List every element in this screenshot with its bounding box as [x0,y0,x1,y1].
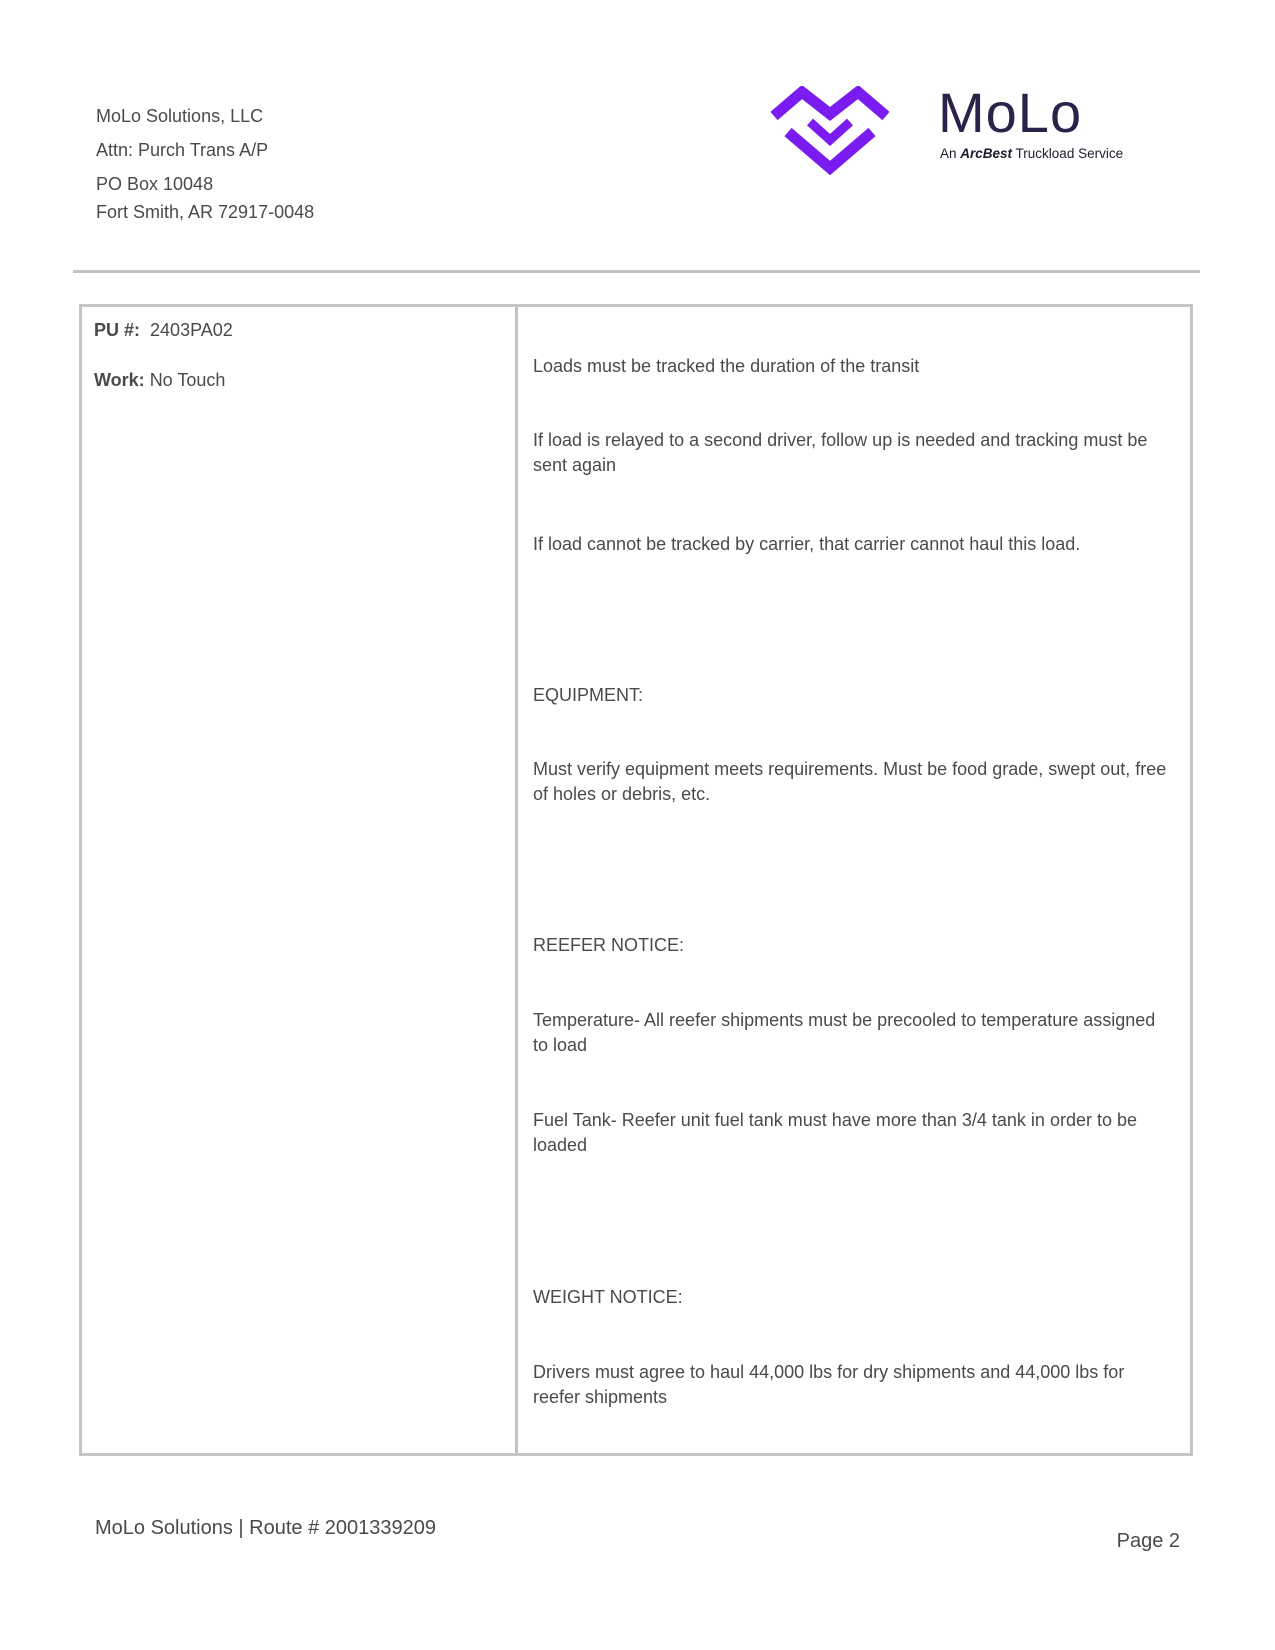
logo-tagline: An ArcBest Truckload Service [940,146,1124,161]
attn-line: Attn: Purch Trans A/P [96,140,269,160]
arcbest-wordmark: ArcBest [960,146,1013,161]
work-row [94,370,225,391]
note-fuel-tank: Fuel Tank- Reefer unit fuel tank must have more than 3/4 tank in order to be loaded [533,1110,1138,1155]
sender-address [96,106,314,236]
page-number: Page 2 [1116,1530,1180,1552]
company-name: MoLo Solutions, LLC [96,106,264,126]
note-relay-tracking: If load is relayed to a second driver, follow up is needed and tracking must be sent again [533,430,1148,475]
heading-equipment: EQUIPMENT: [533,685,644,705]
pu-value: 2403PA02 [150,320,233,340]
heading-weight: WEIGHT NOTICE: [533,1287,683,1307]
note-equipment: Must verify equipment meets requirements. Must be food grade, swept out, free of holes or debris, etc. [533,759,1167,804]
work-label: Work: [94,370,145,390]
heading-reefer: REEFER NOTICE: [533,935,685,955]
note-tracking-duration: Loads must be tracked the duration of the transit [533,356,920,376]
logo-wordmark: MoLo [938,81,1083,144]
po-box: PO Box 10048 [96,174,214,194]
molo-logo [776,81,1146,176]
pu-label: PU #: [94,320,141,340]
city-state-zip: Fort Smith, AR 72917-0048 [96,202,315,222]
footer-route: MoLo Solutions | Route # 2001339209 [95,1517,437,1539]
note-temperature: Temperature- All reefer shipments must be precooled to temperature assigned to load [533,1010,1156,1055]
note-untrackable: If load cannot be tracked by carrier, that carrier cannot haul this load. [533,534,1081,554]
molo-chevron-icon [766,86,906,176]
note-weight: Drivers must agree to haul 44,000 lbs for dry shipments and 44,000 lbs for reefer shipments [533,1362,1125,1407]
pu-number-row [94,320,233,341]
header-divider [73,270,1200,273]
work-value: No Touch [149,370,226,390]
column-divider [515,307,518,1453]
